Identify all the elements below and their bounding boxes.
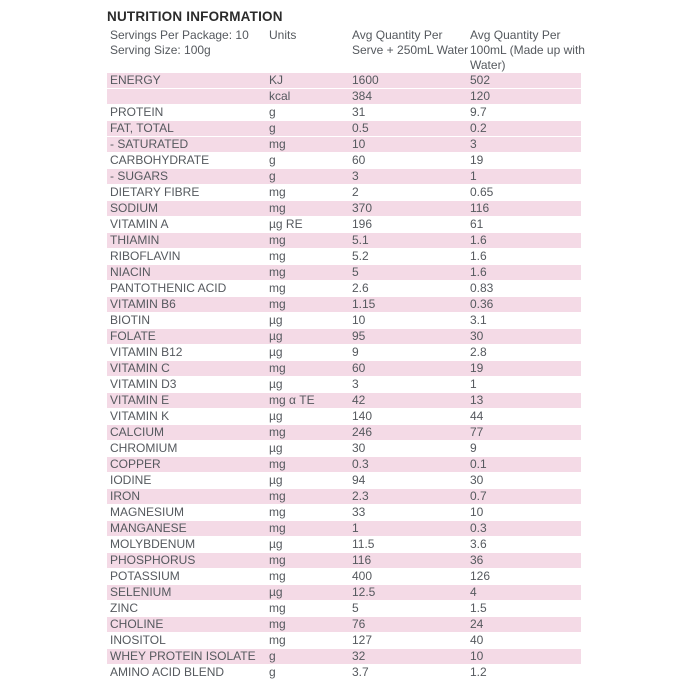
page-title: NUTRITION INFORMATION [107, 9, 283, 24]
table-row [107, 249, 581, 264]
per-100ml-value: 3.6 [470, 537, 487, 551]
per-serve-value: 3 [352, 377, 359, 391]
table-row [107, 569, 581, 584]
table-row [107, 553, 581, 568]
per-100ml-value: 1 [470, 377, 477, 391]
per-serve-value: 246 [352, 425, 373, 439]
per-100ml-value: 120 [470, 89, 491, 103]
per-serve-value: 33 [352, 505, 366, 519]
per-serve-value: 30 [352, 441, 366, 455]
per-serve-value: 9 [352, 345, 359, 359]
nutrient-label: VITAMIN B12 [110, 345, 183, 359]
per-100ml-value: 36 [470, 553, 484, 567]
nutrient-label: SELENIUM [110, 585, 172, 599]
per-serve-value: 32 [352, 649, 366, 663]
per-100ml-value: 44 [470, 409, 484, 423]
units-value: µg [269, 537, 283, 551]
per-100ml-value: 30 [470, 329, 484, 343]
per-100ml-value: 1.5 [470, 601, 487, 615]
table-row [107, 217, 581, 232]
per-serve-value: 10 [352, 137, 366, 151]
per-100ml-value: 77 [470, 425, 484, 439]
units-value: mg [269, 361, 286, 375]
nutrient-label: MAGNESIUM [110, 505, 185, 519]
per-100ml-value: 2.8 [470, 345, 487, 359]
per-100ml-header-line3: Water) [470, 58, 506, 72]
units-value: µg [269, 585, 283, 599]
per-serve-value: 76 [352, 617, 366, 631]
table-row [107, 361, 581, 376]
nutrient-label: CALCIUM [110, 425, 165, 439]
nutrient-label: PANTOTHENIC ACID [110, 281, 227, 295]
table-row [107, 297, 581, 312]
table-row [107, 233, 581, 248]
units-value: g [269, 153, 276, 167]
per-100ml-value: 13 [470, 393, 484, 407]
per-100ml-value: 19 [470, 361, 484, 375]
units-value: g [269, 649, 276, 663]
per-serve-value: 1600 [352, 73, 379, 87]
nutrient-label: - SUGARS [110, 169, 169, 183]
per-100ml-value: 40 [470, 633, 484, 647]
units-value: mg [269, 265, 286, 279]
serving-info [107, 28, 269, 73]
per-100ml-value: 30 [470, 473, 484, 487]
nutrient-label: ZINC [110, 601, 138, 615]
units-value: mg [269, 249, 286, 263]
nutrient-label: POTASSIUM [110, 569, 180, 583]
per-100ml-value: 0.65 [470, 185, 494, 199]
per-100ml-value: 9.7 [470, 105, 487, 119]
per-serve-value: 0.3 [352, 457, 369, 471]
units-value: g [269, 169, 276, 183]
units-value: g [269, 665, 276, 679]
per-100ml-header-line1: Avg Quantity Per [470, 28, 561, 42]
table-row [107, 601, 581, 616]
table-row [107, 505, 581, 520]
table-row [107, 457, 581, 472]
per-serve-value: 60 [352, 361, 366, 375]
table-row [107, 633, 581, 648]
nutrient-label: IRON [110, 489, 140, 503]
nutrient-label: PROTEIN [110, 105, 164, 119]
nutrient-label: FAT, TOTAL [110, 121, 174, 135]
per-100ml-value: 0.2 [470, 121, 487, 135]
units-value: mg [269, 617, 286, 631]
per-100ml-value: 3.1 [470, 313, 487, 327]
table-row [107, 521, 581, 536]
per-serve-value: 12.5 [352, 585, 376, 599]
per-serve-header-line2: Serve + 250mL Water [352, 43, 469, 57]
per-serve-value: 42 [352, 393, 366, 407]
nutrient-label: RIBOFLAVIN [110, 249, 181, 263]
per-100ml-value: 1.2 [470, 665, 487, 679]
nutrient-label: CHOLINE [110, 617, 164, 631]
units-value: µg [269, 409, 283, 423]
servings-per-package: Servings Per Package: 10 [110, 28, 249, 42]
per-100ml-value: 1.6 [470, 265, 487, 279]
per-100ml-value: 19 [470, 153, 484, 167]
nutrient-label [107, 89, 269, 104]
per-serve-value: 31 [352, 105, 366, 119]
nutrient-label: VITAMIN C [110, 361, 170, 375]
per-100ml-header-line2: 100mL (Made up with [470, 43, 585, 57]
units-value: µg [269, 345, 283, 359]
nutrient-label: SODIUM [110, 201, 158, 215]
per-100ml-value: 0.83 [470, 281, 494, 295]
units-value: mg [269, 505, 286, 519]
units-value: g [269, 121, 276, 135]
per-serve-value: 5.1 [352, 233, 369, 247]
per-100ml-value: 0.3 [470, 521, 487, 535]
table-row [107, 425, 581, 440]
nutrient-label: CHROMIUM [110, 441, 178, 455]
units-value: mg [269, 185, 286, 199]
per-100ml-value: 3 [470, 137, 477, 151]
per-serve-value: 116 [352, 553, 372, 567]
table-row [107, 137, 581, 152]
per-serve-column-header [352, 28, 470, 73]
table-row [107, 329, 581, 344]
units-header-label: Units [269, 28, 297, 42]
table-row [107, 169, 581, 184]
units-value: µg [269, 473, 283, 487]
per-100ml-value: 61 [470, 217, 484, 231]
per-100ml-value: 1.6 [470, 233, 487, 247]
nutrient-label: THIAMIN [110, 233, 160, 247]
table-row [107, 345, 581, 360]
per-100ml-value: 4 [470, 585, 477, 599]
table-row [107, 473, 581, 488]
per-serve-value: 127 [352, 633, 373, 647]
per-100ml-value: 116 [470, 201, 490, 215]
table-row [107, 617, 581, 632]
table-row [107, 537, 581, 552]
units-value: mg [269, 601, 286, 615]
per-100ml-value: 502 [470, 73, 491, 87]
table-row [107, 313, 581, 328]
per-serve-value: 2.3 [352, 489, 369, 503]
nutrient-label: ENERGY [110, 73, 161, 87]
nutrient-label: MOLYBDENUM [110, 537, 196, 551]
nutrient-label: COPPER [110, 457, 161, 471]
table-row [107, 121, 581, 136]
units-value: mg [269, 633, 286, 647]
per-serve-value: 3.7 [352, 665, 369, 679]
table-row [107, 409, 581, 424]
table-row [107, 185, 581, 200]
units-value: mg [269, 281, 286, 295]
units-value: mg [269, 297, 286, 311]
per-100ml-value: 0.7 [470, 489, 487, 503]
units-value: µg RE [269, 217, 303, 231]
nutrient-label: IODINE [110, 473, 152, 487]
table-row [107, 441, 581, 456]
per-100ml-value: 10 [470, 505, 484, 519]
nutrient-label: WHEY PROTEIN ISOLATE [110, 649, 256, 663]
table-row [107, 585, 581, 600]
nutrient-label: VITAMIN D3 [110, 377, 177, 391]
per-serve-value: 3 [352, 169, 359, 183]
units-value: mg [269, 201, 286, 215]
units-value: µg [269, 329, 283, 343]
nutrient-label: MANGANESE [110, 521, 187, 535]
units-column-header [269, 28, 352, 73]
table-row [107, 281, 581, 296]
nutrient-label: CARBOHYDRATE [110, 153, 210, 167]
nutrient-label: PHOSPHORUS [110, 553, 196, 567]
nutrient-label: NIACIN [110, 265, 151, 279]
nutrient-label: INOSITOL [110, 633, 166, 647]
nutrient-label: AMINO ACID BLEND [110, 665, 225, 679]
units-value: KJ [269, 73, 284, 87]
nutrient-label: BIOTIN [110, 313, 151, 327]
nutrient-label: VITAMIN A [110, 217, 169, 231]
per-100ml-value: 24 [470, 617, 484, 631]
per-serve-value: 1 [352, 521, 359, 535]
per-100ml-value: 10 [470, 649, 484, 663]
per-serve-value: 5.2 [352, 249, 369, 263]
table-row [107, 105, 581, 120]
per-serve-value: 1.15 [352, 297, 376, 311]
units-value: kcal [269, 89, 291, 103]
per-serve-header-line1: Avg Quantity Per [352, 28, 443, 42]
per-100ml-value: 1.6 [470, 249, 487, 263]
nutrient-label: FOLATE [110, 329, 156, 343]
serving-size: Serving Size: 100g [110, 43, 211, 57]
per-serve-value: 2.6 [352, 281, 369, 295]
per-serve-value: 2 [352, 185, 359, 199]
nutrient-label: VITAMIN K [110, 409, 170, 423]
per-serve-value: 384 [352, 89, 373, 103]
units-value: mg [269, 521, 286, 535]
units-value: mg [269, 569, 286, 583]
per-100ml-value: 1 [470, 169, 477, 183]
table-row [107, 89, 581, 104]
table-row [107, 649, 581, 664]
table-row [107, 153, 581, 168]
per-100ml-value: 0.36 [470, 297, 494, 311]
table-row [107, 73, 581, 88]
nutrition-table [107, 73, 581, 680]
nutrient-label: VITAMIN B6 [110, 297, 176, 311]
units-value: mg [269, 425, 286, 439]
units-value: mg [269, 489, 286, 503]
per-100ml-column-header [470, 28, 585, 73]
nutrient-label: - SATURATED [110, 137, 189, 151]
per-serve-value: 140 [352, 409, 373, 423]
per-serve-value: 0.5 [352, 121, 369, 135]
table-row [107, 489, 581, 504]
units-value: mg [269, 137, 286, 151]
per-serve-value: 5 [352, 265, 359, 279]
per-serve-value: 94 [352, 473, 366, 487]
units-value: µg [269, 377, 283, 391]
units-value: mg [269, 553, 286, 567]
units-value: µg [269, 313, 283, 327]
table-header [107, 28, 585, 73]
per-serve-value: 196 [352, 217, 373, 231]
per-serve-value: 95 [352, 329, 366, 343]
per-serve-value: 60 [352, 153, 366, 167]
nutrient-label: DIETARY FIBRE [110, 185, 200, 199]
units-value: g [269, 105, 276, 119]
per-serve-value: 370 [352, 201, 373, 215]
per-serve-value: 11.5 [352, 537, 375, 551]
per-serve-value: 5 [352, 601, 359, 615]
table-row [107, 201, 581, 216]
table-row [107, 265, 581, 280]
units-value: mg α TE [269, 393, 315, 407]
units-value: µg [269, 441, 283, 455]
units-value: mg [269, 233, 286, 247]
per-serve-value: 10 [352, 313, 366, 327]
per-100ml-value: 0.1 [470, 457, 487, 471]
table-row [107, 377, 581, 392]
table-row [107, 665, 581, 680]
nutrient-label: VITAMIN E [110, 393, 170, 407]
per-serve-value: 400 [352, 569, 373, 583]
per-100ml-value: 126 [470, 569, 491, 583]
table-row [107, 393, 581, 408]
units-value: mg [269, 457, 286, 471]
per-100ml-value: 9 [470, 441, 477, 455]
